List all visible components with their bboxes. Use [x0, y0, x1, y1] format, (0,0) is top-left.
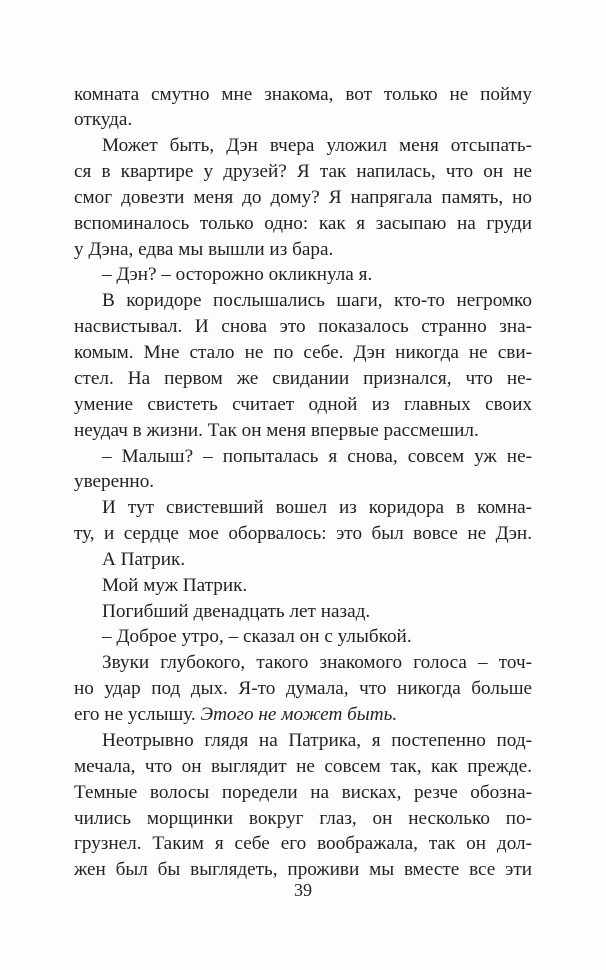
- text-line: Может быть, Дэн вчера уложил меня отсыпать-: [102, 135, 532, 156]
- text-line: у Дэна, едва мы вышли из бара.: [74, 239, 334, 260]
- text-line: ся в квартире у друзей? Я так напилась, что он не: [74, 161, 532, 182]
- text-line: мечала, что он выглядит не совсем так, как прежде.: [74, 756, 532, 777]
- text-line: смог довезти меня до дому? Я напрягала память, но: [74, 187, 532, 208]
- text-line: В коридоре послышались шаги, кто-то негромко: [102, 290, 532, 311]
- text-line: А Патрик.: [102, 549, 186, 570]
- text-line: Звуки глубокого, такого знакомого голоса – точ-: [102, 652, 532, 673]
- text-line: умение свистеть считает одной из главных своих: [74, 394, 532, 415]
- page-number: 39: [294, 880, 312, 900]
- text-line: грузнел. Таким я себе его воображала, так он дол-: [74, 833, 532, 854]
- text-line: И тут свистевший вошел из коридора в комна-: [102, 497, 532, 518]
- text-line: [74, 703, 532, 727]
- text-line: ту, и сердце мое оборвалось: это был вовсе не Дэн.: [74, 523, 532, 544]
- text-line: Неотрывно глядя на Патрика, я постепенно под-: [102, 730, 532, 751]
- text-run: его не услышу.: [74, 704, 201, 725]
- italic-phrase: Этого не может быть.: [200, 704, 398, 725]
- text-line: но удар под дых. Я-то думала, что никогда больше: [74, 678, 532, 699]
- text-line: Погибший двенадцать лет назад.: [102, 601, 371, 622]
- text-line: насвистывал. И снова это показалось странно зна-: [74, 316, 532, 337]
- text-line: – Малыш? – попыталась я снова, совсем уж не-: [102, 446, 532, 467]
- text-line: Мой муж Патрик.: [102, 575, 248, 596]
- text-line: жен был бы выглядеть, проживи мы вместе все эти: [74, 859, 532, 880]
- text-line: откуда.: [74, 109, 133, 130]
- text-line: – Дэн? – осторожно окликнула я.: [102, 264, 373, 285]
- text-line: уверенно.: [74, 471, 155, 492]
- text-line: стел. На первом же свидании признался, что не-: [74, 368, 532, 389]
- text-line: вспоминалось только одно: как я засыпаю на груди: [74, 213, 532, 234]
- text-line: чились морщинки вокруг глаз, он несколько по-: [74, 808, 532, 829]
- text-line: неудач в жизни. Так он меня впервые рассмешил.: [74, 420, 479, 441]
- text-line: Темные волосы поредели на висках, резче обозна-: [74, 782, 532, 803]
- text-line: комната смутно мне знакома, вот только не пойму: [74, 84, 532, 105]
- text-line: комым. Мне стало не по себе. Дэн никогда не сви-: [74, 342, 532, 363]
- text-line: – Доброе утро, – сказал он с улыбкой.: [102, 626, 412, 647]
